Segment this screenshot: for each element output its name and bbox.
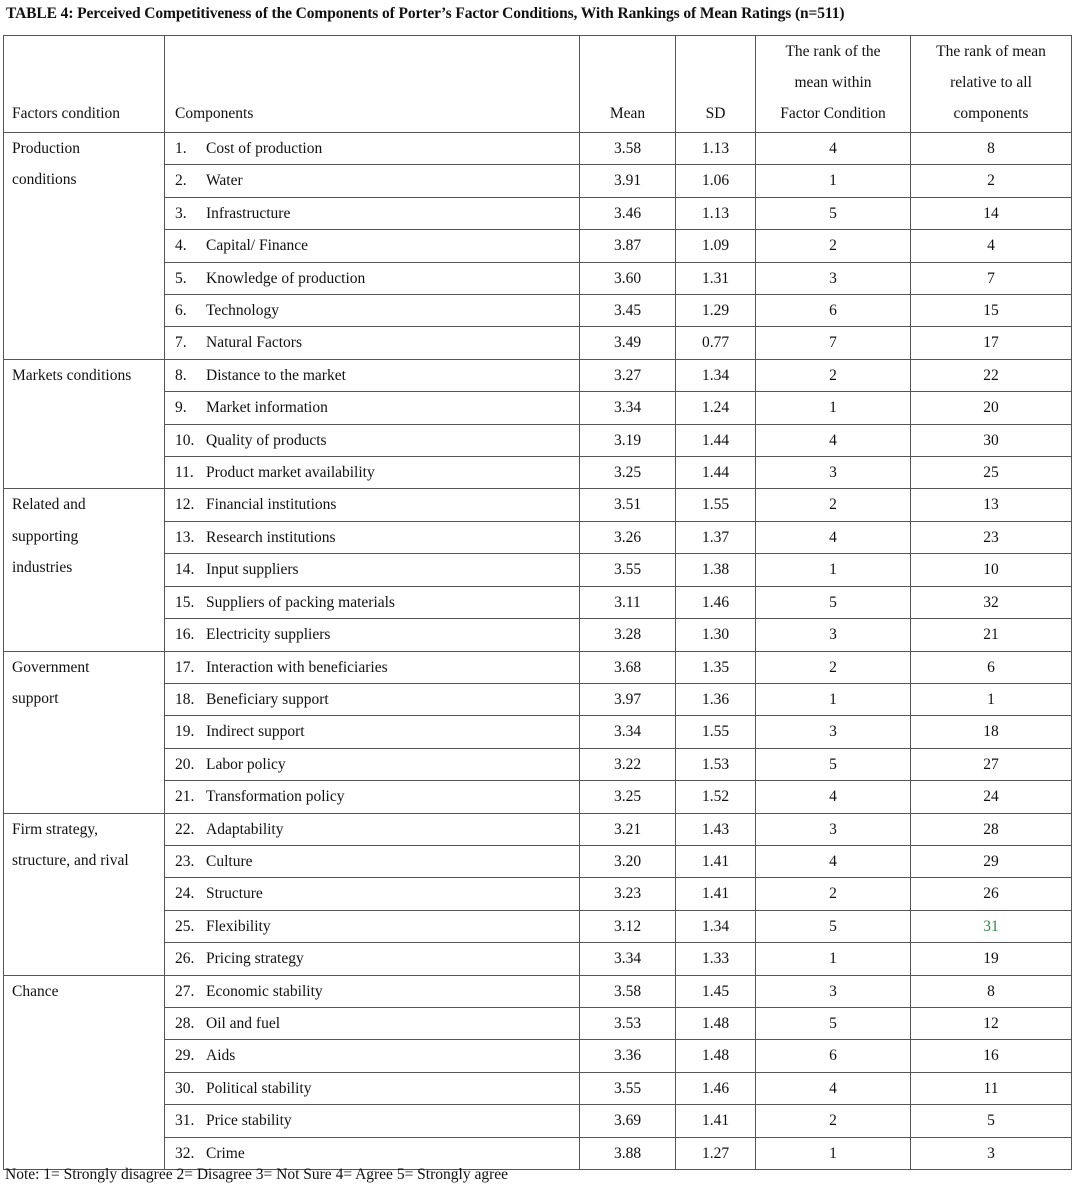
factor-condition-cell bbox=[4, 489, 165, 651]
mean-cell: 3.28 bbox=[580, 619, 676, 651]
table-row bbox=[4, 554, 1072, 586]
mean-cell: 3.60 bbox=[580, 262, 676, 294]
header-rank-within-line: mean within bbox=[794, 74, 872, 91]
table-row bbox=[4, 619, 1072, 651]
rank-all-cell: 31 bbox=[911, 910, 1072, 942]
component-label: Capital/ Finance bbox=[206, 237, 309, 255]
component-number: 13. bbox=[175, 528, 195, 546]
table-row bbox=[4, 683, 1072, 715]
component-number: 29. bbox=[175, 1047, 195, 1065]
rank-within-cell: 4 bbox=[756, 781, 911, 813]
table-row bbox=[4, 943, 1072, 975]
component-label: Oil and fuel bbox=[206, 1014, 281, 1032]
component-cell bbox=[165, 1040, 580, 1072]
rank-all-cell: 30 bbox=[911, 424, 1072, 456]
rank-within-cell: 4 bbox=[756, 133, 911, 165]
component-cell bbox=[165, 165, 580, 197]
table-row bbox=[4, 262, 1072, 294]
mean-cell: 3.91 bbox=[580, 165, 676, 197]
rank-all-cell: 8 bbox=[911, 975, 1072, 1007]
component-label: Crime bbox=[206, 1144, 245, 1162]
sd-cell: 1.33 bbox=[676, 943, 756, 975]
mean-cell: 3.69 bbox=[580, 1105, 676, 1137]
sd-cell: 1.34 bbox=[676, 910, 756, 942]
factor-condition-cell bbox=[4, 813, 165, 975]
component-cell bbox=[165, 651, 580, 683]
component-label: Beneficiary support bbox=[206, 690, 329, 708]
factor-condition-line: Related and bbox=[12, 496, 86, 514]
factor-condition-line: Chance bbox=[12, 982, 59, 1000]
component-number: 12. bbox=[175, 496, 195, 514]
rank-all-cell: 5 bbox=[911, 1105, 1072, 1137]
sd-cell: 1.24 bbox=[676, 392, 756, 424]
mean-cell: 3.23 bbox=[580, 878, 676, 910]
component-label: Indirect support bbox=[206, 723, 305, 741]
rank-within-cell: 3 bbox=[756, 619, 911, 651]
component-number: 10. bbox=[175, 431, 195, 449]
mean-cell: 3.46 bbox=[580, 197, 676, 229]
component-label: Price stability bbox=[206, 1112, 292, 1130]
component-label: Electricity suppliers bbox=[206, 626, 331, 644]
mean-cell: 3.36 bbox=[580, 1040, 676, 1072]
table-header bbox=[4, 36, 1072, 133]
rank-all-cell: 20 bbox=[911, 392, 1072, 424]
table-row bbox=[4, 1040, 1072, 1072]
sd-cell: 1.44 bbox=[676, 424, 756, 456]
component-cell bbox=[165, 295, 580, 327]
mean-cell: 3.68 bbox=[580, 651, 676, 683]
sd-cell: 0.77 bbox=[676, 327, 756, 359]
component-number: 17. bbox=[175, 658, 195, 676]
table-row bbox=[4, 295, 1072, 327]
factor-condition-line: support bbox=[12, 689, 59, 707]
rank-within-cell: 1 bbox=[756, 165, 911, 197]
table-row bbox=[4, 975, 1072, 1007]
component-label: Natural Factors bbox=[206, 334, 302, 352]
mean-cell: 3.58 bbox=[580, 975, 676, 1007]
component-number: 22. bbox=[175, 820, 195, 838]
table-row bbox=[4, 392, 1072, 424]
table-row bbox=[4, 716, 1072, 748]
rank-within-cell: 1 bbox=[756, 683, 911, 715]
component-number: 30. bbox=[175, 1079, 195, 1097]
sd-cell: 1.41 bbox=[676, 845, 756, 877]
mean-cell: 3.34 bbox=[580, 943, 676, 975]
sd-cell: 1.41 bbox=[676, 1105, 756, 1137]
rank-all-cell: 16 bbox=[911, 1040, 1072, 1072]
component-number: 32. bbox=[175, 1144, 195, 1162]
rank-all-cell: 15 bbox=[911, 295, 1072, 327]
sd-cell: 1.48 bbox=[676, 1007, 756, 1039]
rank-within-cell: 3 bbox=[756, 813, 911, 845]
table-row bbox=[4, 1105, 1072, 1137]
rank-within-cell: 3 bbox=[756, 716, 911, 748]
sd-cell: 1.36 bbox=[676, 683, 756, 715]
rank-all-cell: 27 bbox=[911, 748, 1072, 780]
component-cell bbox=[165, 457, 580, 489]
factor-conditions-table bbox=[3, 35, 1072, 1170]
rank-all-cell: 13 bbox=[911, 489, 1072, 521]
mean-cell: 3.34 bbox=[580, 716, 676, 748]
sd-cell: 1.43 bbox=[676, 813, 756, 845]
factor-condition-cell bbox=[4, 651, 165, 813]
component-cell bbox=[165, 1105, 580, 1137]
sd-cell: 1.41 bbox=[676, 878, 756, 910]
mean-cell: 3.11 bbox=[580, 586, 676, 618]
component-number: 8. bbox=[175, 366, 187, 384]
rank-within-cell: 6 bbox=[756, 295, 911, 327]
table-row bbox=[4, 910, 1072, 942]
header-factor: Factors condition bbox=[4, 36, 165, 133]
header-rank-all-line: components bbox=[953, 105, 1029, 122]
component-label: Economic stability bbox=[206, 982, 323, 1000]
factor-condition-line: supporting bbox=[12, 527, 79, 545]
component-cell bbox=[165, 781, 580, 813]
component-label: Interaction with beneficiaries bbox=[206, 658, 388, 676]
component-number: 2. bbox=[175, 172, 187, 190]
component-label: Culture bbox=[206, 852, 253, 870]
rank-within-cell: 4 bbox=[756, 424, 911, 456]
component-label: Financial institutions bbox=[206, 496, 337, 514]
mean-cell: 3.25 bbox=[580, 457, 676, 489]
component-cell bbox=[165, 392, 580, 424]
table-row bbox=[4, 651, 1072, 683]
component-number: 5. bbox=[175, 269, 187, 287]
component-cell bbox=[165, 878, 580, 910]
sd-cell: 1.09 bbox=[676, 230, 756, 262]
table-row bbox=[4, 813, 1072, 845]
rank-within-cell: 6 bbox=[756, 1040, 911, 1072]
sd-cell: 1.31 bbox=[676, 262, 756, 294]
table-row bbox=[4, 878, 1072, 910]
component-number: 1. bbox=[175, 140, 187, 157]
mean-cell: 3.34 bbox=[580, 392, 676, 424]
sd-cell: 1.53 bbox=[676, 748, 756, 780]
sd-cell: 1.27 bbox=[676, 1137, 756, 1169]
rank-all-cell: 12 bbox=[911, 1007, 1072, 1039]
component-number: 4. bbox=[175, 237, 187, 255]
component-label: Quality of products bbox=[206, 431, 327, 449]
component-label: Research institutions bbox=[206, 528, 336, 546]
component-number: 16. bbox=[175, 626, 195, 644]
component-cell bbox=[165, 262, 580, 294]
component-number: 27. bbox=[175, 982, 195, 1000]
rank-all-cell: 18 bbox=[911, 716, 1072, 748]
mean-cell: 3.53 bbox=[580, 1007, 676, 1039]
table-row bbox=[4, 457, 1072, 489]
component-cell bbox=[165, 327, 580, 359]
component-label: Knowledge of production bbox=[206, 269, 366, 287]
component-label: Structure bbox=[206, 885, 263, 903]
table-row bbox=[4, 489, 1072, 521]
mean-cell: 3.22 bbox=[580, 748, 676, 780]
mean-cell: 3.20 bbox=[580, 845, 676, 877]
sd-cell: 1.38 bbox=[676, 554, 756, 586]
rank-within-cell: 5 bbox=[756, 586, 911, 618]
component-label: Political stability bbox=[206, 1079, 312, 1097]
rank-within-cell: 5 bbox=[756, 1007, 911, 1039]
rank-all-cell: 1 bbox=[911, 683, 1072, 715]
rank-within-cell: 2 bbox=[756, 489, 911, 521]
mean-cell: 3.21 bbox=[580, 813, 676, 845]
component-label: Aids bbox=[206, 1047, 236, 1065]
component-label: Distance to the market bbox=[206, 366, 346, 384]
rank-all-cell: 19 bbox=[911, 943, 1072, 975]
rank-all-cell: 14 bbox=[911, 197, 1072, 229]
rank-within-cell: 4 bbox=[756, 521, 911, 553]
rank-within-cell: 2 bbox=[756, 878, 911, 910]
component-cell bbox=[165, 1007, 580, 1039]
component-number: 28. bbox=[175, 1014, 195, 1032]
component-number: 9. bbox=[175, 399, 187, 417]
sd-cell: 1.46 bbox=[676, 1072, 756, 1104]
component-cell bbox=[165, 359, 580, 391]
component-label: Suppliers of packing materials bbox=[206, 593, 395, 611]
table-row bbox=[4, 359, 1072, 391]
rank-within-cell: 2 bbox=[756, 359, 911, 391]
component-number: 23. bbox=[175, 852, 195, 870]
table-caption: TABLE 4: Perceived Competitiveness of the Components of Porter’s Factor Conditions, With Rankings of Mean Ratings (n=511) bbox=[6, 5, 845, 22]
table-row bbox=[4, 327, 1072, 359]
mean-cell: 3.25 bbox=[580, 781, 676, 813]
component-number: 26. bbox=[175, 950, 195, 968]
component-number: 6. bbox=[175, 302, 187, 320]
rank-all-cell: 23 bbox=[911, 521, 1072, 553]
sd-cell: 1.35 bbox=[676, 651, 756, 683]
rank-all-cell: 26 bbox=[911, 878, 1072, 910]
rank-all-cell: 10 bbox=[911, 554, 1072, 586]
rank-all-cell: 17 bbox=[911, 327, 1072, 359]
component-label: Transformation policy bbox=[206, 788, 345, 806]
mean-cell: 3.55 bbox=[580, 554, 676, 586]
component-cell bbox=[165, 683, 580, 715]
table-row bbox=[4, 197, 1072, 229]
sd-cell: 1.44 bbox=[676, 457, 756, 489]
sd-cell: 1.48 bbox=[676, 1040, 756, 1072]
component-cell bbox=[165, 1072, 580, 1104]
header-component: Components bbox=[165, 36, 580, 133]
table-row bbox=[4, 1137, 1072, 1169]
table-row bbox=[4, 1072, 1072, 1104]
component-cell bbox=[165, 716, 580, 748]
table-row bbox=[4, 748, 1072, 780]
factor-condition-line: structure, and rival bbox=[12, 851, 129, 869]
rank-all-cell: 29 bbox=[911, 845, 1072, 877]
sd-cell: 1.55 bbox=[676, 716, 756, 748]
rank-within-cell: 2 bbox=[756, 651, 911, 683]
sd-cell: 1.30 bbox=[676, 619, 756, 651]
table-row bbox=[4, 586, 1072, 618]
rank-within-cell: 3 bbox=[756, 975, 911, 1007]
rank-all-cell: 32 bbox=[911, 586, 1072, 618]
component-number: 25. bbox=[175, 917, 195, 935]
component-number: 11. bbox=[175, 464, 194, 482]
mean-cell: 3.26 bbox=[580, 521, 676, 553]
header-rank-within bbox=[756, 36, 911, 133]
header-rank-within-line: Factor Condition bbox=[780, 105, 886, 122]
component-number: 20. bbox=[175, 755, 195, 773]
table-row bbox=[4, 845, 1072, 877]
component-number: 24. bbox=[175, 885, 195, 903]
table-row bbox=[4, 521, 1072, 553]
component-cell bbox=[165, 230, 580, 262]
component-cell bbox=[165, 943, 580, 975]
table-note: Note: 1= Strongly disagree 2= Disagree 3= Not Sure 4= Agree 5= Strongly agree bbox=[5, 1166, 509, 1183]
component-cell bbox=[165, 845, 580, 877]
component-number: 3. bbox=[175, 204, 187, 222]
sd-cell: 1.34 bbox=[676, 359, 756, 391]
rank-within-cell: 1 bbox=[756, 943, 911, 975]
rank-all-cell: 3 bbox=[911, 1137, 1072, 1169]
mean-cell: 3.27 bbox=[580, 359, 676, 391]
component-cell bbox=[165, 489, 580, 521]
rank-all-cell: 6 bbox=[911, 651, 1072, 683]
mean-cell: 3.45 bbox=[580, 295, 676, 327]
factor-condition-line: Production bbox=[12, 140, 81, 157]
rank-within-cell: 4 bbox=[756, 845, 911, 877]
component-cell bbox=[165, 910, 580, 942]
rank-all-cell: 21 bbox=[911, 619, 1072, 651]
rank-within-cell: 2 bbox=[756, 1105, 911, 1137]
sd-cell: 1.46 bbox=[676, 586, 756, 618]
rank-all-cell: 2 bbox=[911, 165, 1072, 197]
header-mean: Mean bbox=[580, 36, 676, 133]
rank-all-cell: 24 bbox=[911, 781, 1072, 813]
component-number: 15. bbox=[175, 593, 195, 611]
component-label: Infrastructure bbox=[206, 204, 291, 222]
component-cell bbox=[165, 133, 580, 165]
factor-condition-cell bbox=[4, 133, 165, 360]
component-number: 18. bbox=[175, 690, 195, 708]
rank-within-cell: 3 bbox=[756, 262, 911, 294]
component-cell bbox=[165, 813, 580, 845]
rank-all-cell: 22 bbox=[911, 359, 1072, 391]
component-label: Flexibility bbox=[206, 917, 271, 935]
component-cell bbox=[165, 619, 580, 651]
component-number: 7. bbox=[175, 334, 187, 352]
sd-cell: 1.13 bbox=[676, 197, 756, 229]
rank-within-cell: 5 bbox=[756, 748, 911, 780]
component-label: Pricing strategy bbox=[206, 950, 304, 968]
header-rank-all-line: relative to all bbox=[950, 74, 1032, 91]
component-cell bbox=[165, 197, 580, 229]
mean-cell: 3.49 bbox=[580, 327, 676, 359]
mean-cell: 3.12 bbox=[580, 910, 676, 942]
sd-cell: 1.13 bbox=[676, 133, 756, 165]
component-cell bbox=[165, 748, 580, 780]
component-cell bbox=[165, 1137, 580, 1169]
component-number: 19. bbox=[175, 723, 195, 741]
component-label: Water bbox=[206, 172, 243, 190]
rank-all-cell: 8 bbox=[911, 133, 1072, 165]
mean-cell: 3.88 bbox=[580, 1137, 676, 1169]
rank-within-cell: 7 bbox=[756, 327, 911, 359]
component-label: Adaptability bbox=[206, 820, 284, 838]
rank-all-cell: 4 bbox=[911, 230, 1072, 262]
table-row bbox=[4, 133, 1072, 165]
factor-condition-line: industries bbox=[12, 559, 73, 577]
component-cell bbox=[165, 521, 580, 553]
sd-cell: 1.55 bbox=[676, 489, 756, 521]
table-row bbox=[4, 230, 1072, 262]
mean-cell: 3.55 bbox=[580, 1072, 676, 1104]
component-number: 21. bbox=[175, 788, 195, 806]
component-cell bbox=[165, 554, 580, 586]
rank-all-cell: 7 bbox=[911, 262, 1072, 294]
rank-all-cell: 25 bbox=[911, 457, 1072, 489]
mean-cell: 3.97 bbox=[580, 683, 676, 715]
factor-condition-line: Government bbox=[12, 658, 90, 676]
component-label: Technology bbox=[206, 302, 279, 320]
rank-within-cell: 5 bbox=[756, 197, 911, 229]
table-body bbox=[4, 133, 1072, 1170]
rank-within-cell: 5 bbox=[756, 910, 911, 942]
factor-condition-line: conditions bbox=[12, 171, 77, 189]
component-number: 31. bbox=[175, 1112, 195, 1130]
header-rank-all-line: The rank of mean bbox=[936, 43, 1046, 60]
table-row bbox=[4, 424, 1072, 456]
component-label: Input suppliers bbox=[206, 561, 299, 579]
rank-within-cell: 2 bbox=[756, 230, 911, 262]
component-number: 14. bbox=[175, 561, 195, 579]
header-rank-all bbox=[911, 36, 1072, 133]
mean-cell: 3.51 bbox=[580, 489, 676, 521]
rank-within-cell: 1 bbox=[756, 392, 911, 424]
mean-cell: 3.19 bbox=[580, 424, 676, 456]
mean-cell: 3.58 bbox=[580, 133, 676, 165]
factor-condition-cell bbox=[4, 975, 165, 1169]
header-sd: SD bbox=[676, 36, 756, 133]
component-label: Product market availability bbox=[206, 464, 375, 482]
rank-within-cell: 1 bbox=[756, 1137, 911, 1169]
header-rank-within-line: The rank of the bbox=[785, 43, 881, 60]
factor-condition-line: Markets conditions bbox=[12, 366, 132, 384]
component-cell bbox=[165, 586, 580, 618]
component-label: Labor policy bbox=[206, 755, 286, 773]
mean-cell: 3.87 bbox=[580, 230, 676, 262]
factor-condition-line: Firm strategy, bbox=[12, 820, 98, 838]
table-row bbox=[4, 781, 1072, 813]
component-label: Cost of production bbox=[206, 140, 323, 157]
sd-cell: 1.06 bbox=[676, 165, 756, 197]
component-cell bbox=[165, 975, 580, 1007]
rank-within-cell: 3 bbox=[756, 457, 911, 489]
rank-within-cell: 1 bbox=[756, 554, 911, 586]
rank-all-cell: 28 bbox=[911, 813, 1072, 845]
table-row bbox=[4, 165, 1072, 197]
sd-cell: 1.37 bbox=[676, 521, 756, 553]
rank-within-cell: 4 bbox=[756, 1072, 911, 1104]
sd-cell: 1.52 bbox=[676, 781, 756, 813]
component-cell bbox=[165, 424, 580, 456]
component-label: Market information bbox=[206, 399, 328, 417]
rank-all-cell: 11 bbox=[911, 1072, 1072, 1104]
sd-cell: 1.29 bbox=[676, 295, 756, 327]
factor-condition-cell bbox=[4, 359, 165, 489]
sd-cell: 1.45 bbox=[676, 975, 756, 1007]
table-row bbox=[4, 1007, 1072, 1039]
